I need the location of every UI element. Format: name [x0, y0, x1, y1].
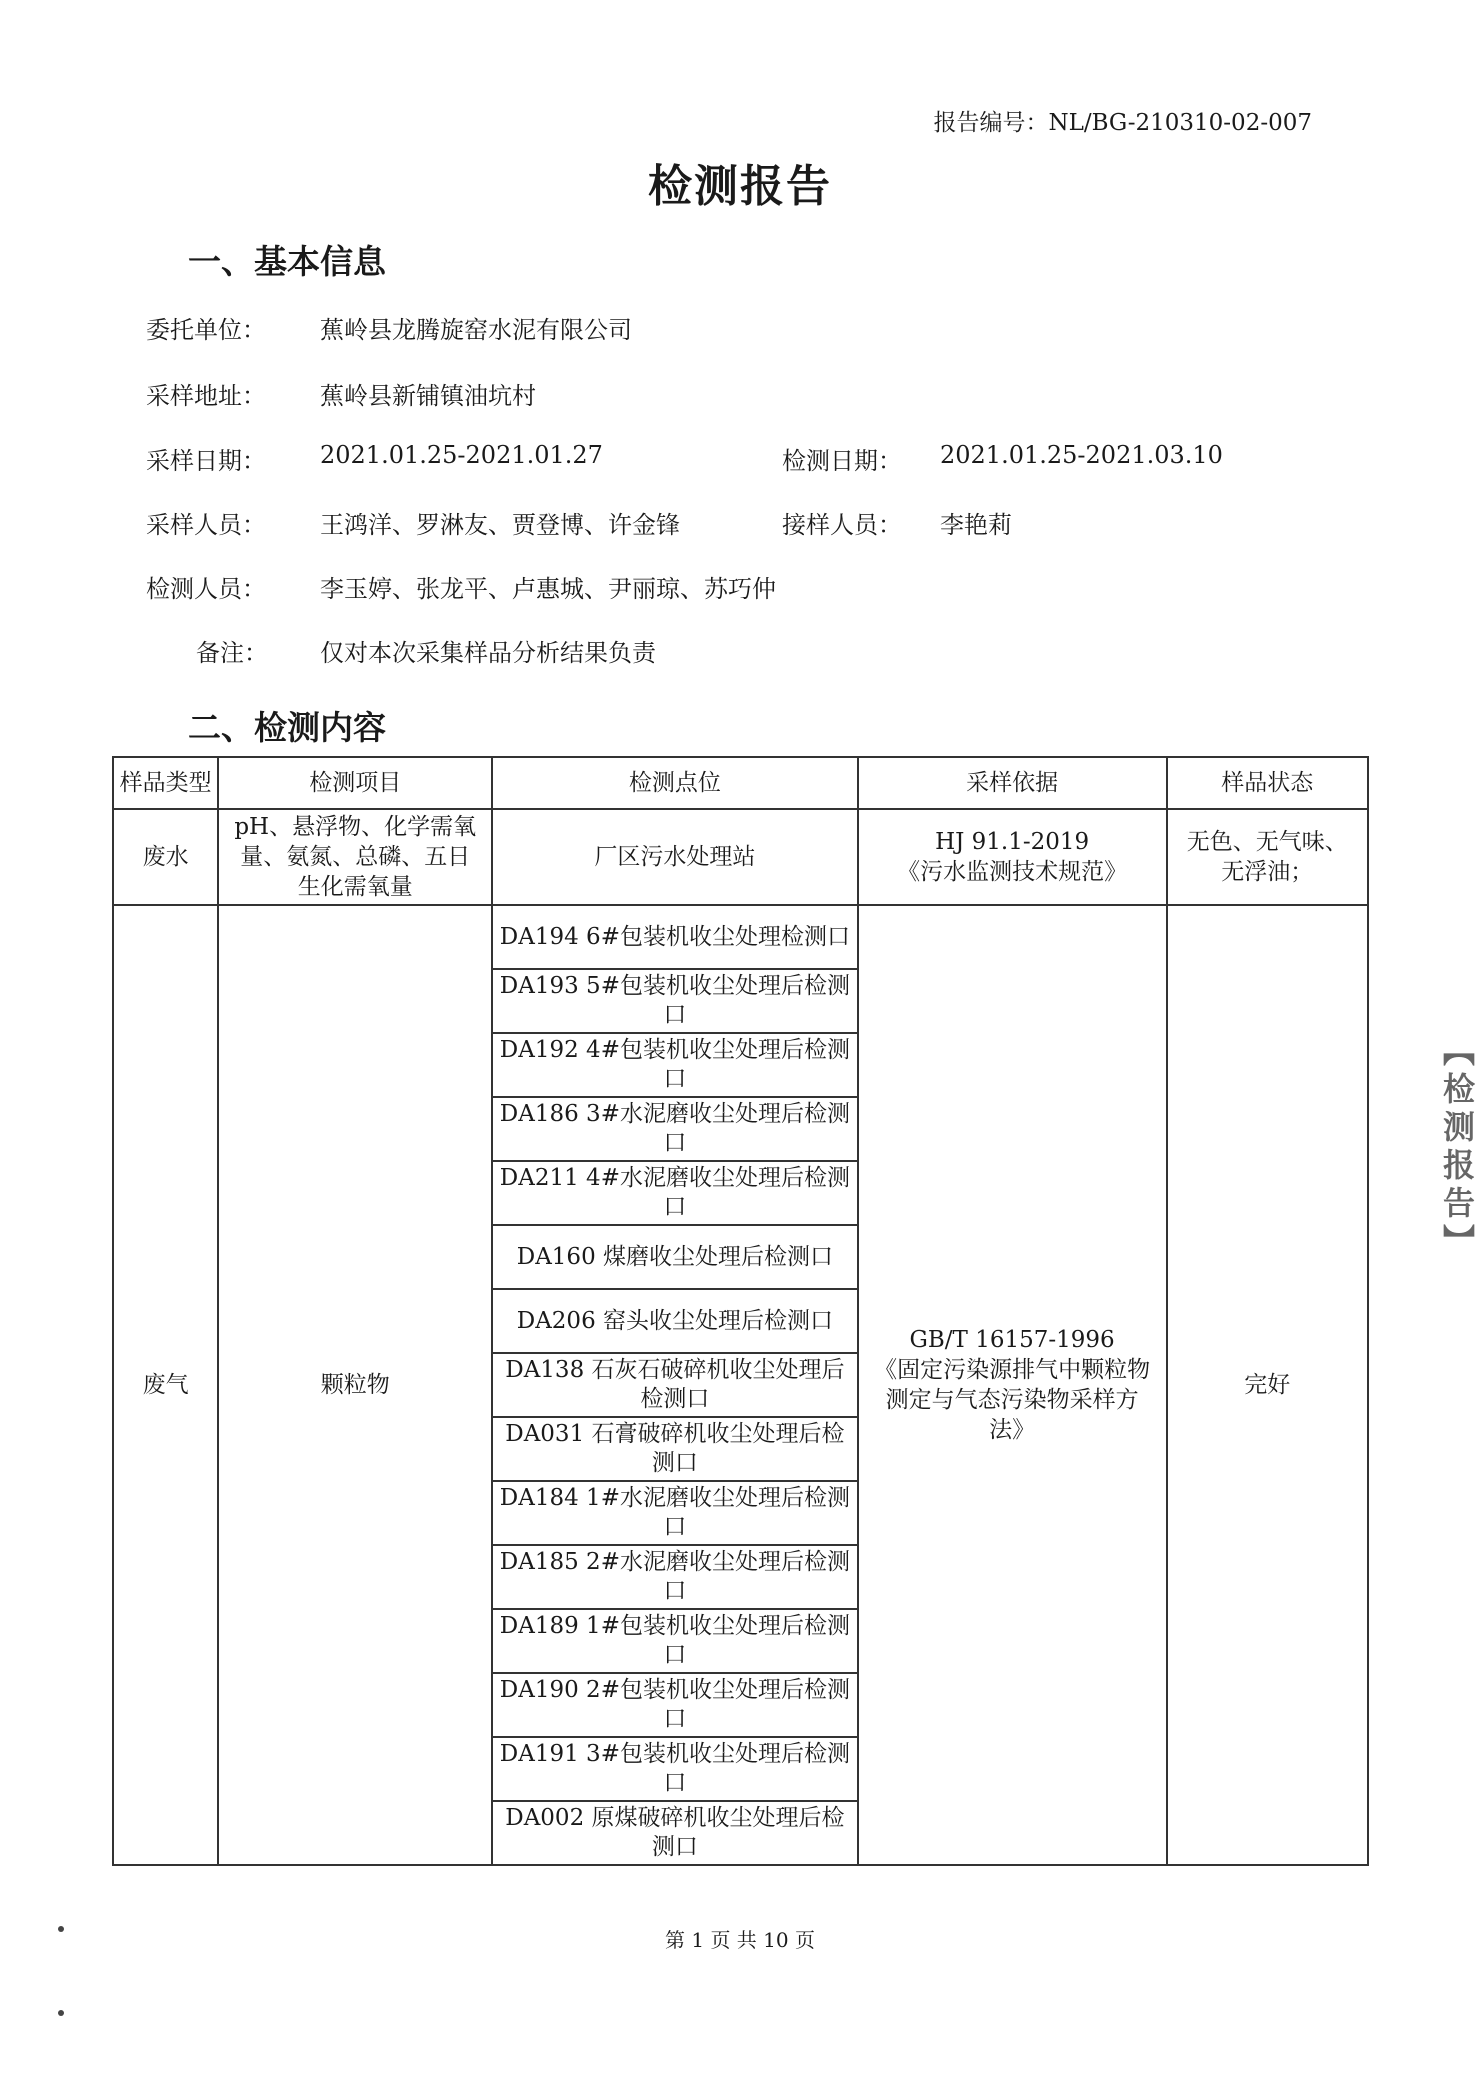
gas-point: DA194 6#包装机收尘处理检测口 — [492, 905, 858, 969]
gas-point: DA190 2#包装机收尘处理后检测口 — [492, 1673, 858, 1737]
gas-point: DA031 石膏破碎机收尘处理后检测口 — [492, 1417, 858, 1481]
gas-basis — [858, 905, 1167, 1865]
report-number: 报告编号：NL/BG-210310-02-007 — [933, 110, 1312, 136]
header-sampling-basis: 采样依据 — [858, 757, 1167, 809]
table-header-row — [113, 757, 1368, 809]
samplers-value: 王鸿洋、罗淋友、贾登博、许金锋 — [320, 511, 680, 539]
header-test-point: 检测点位 — [492, 757, 858, 809]
sampling-date-value: 2021.01.25-2021.01.27 — [320, 441, 603, 469]
remark-label: 备注： — [196, 639, 268, 667]
scan-speck — [58, 1926, 64, 1932]
gas-basis-code: GB/T 16157-1996 — [909, 1327, 1115, 1353]
table-row-waste-gas — [113, 905, 1368, 969]
gas-basis-name: 《固定污染源排气中颗粒物测定与气态污染物采样方法》 — [874, 1357, 1151, 1443]
page-title: 检测报告 — [648, 161, 832, 212]
test-date-value: 2021.01.25-2021.03.10 — [940, 441, 1223, 469]
gas-point: DA193 5#包装机收尘处理后检测口 — [492, 969, 858, 1033]
header-sample-type: 样品类型 — [113, 757, 218, 809]
test-date-label: 检测日期： — [782, 447, 902, 475]
table-row-wastewater — [113, 809, 1368, 905]
water-type: 废水 — [113, 809, 218, 905]
water-point: 厂区污水处理站 — [492, 809, 858, 905]
gas-point: DA184 1#水泥磨收尘处理后检测口 — [492, 1481, 858, 1545]
gas-state: 完好 — [1167, 905, 1368, 1865]
seal-stamp: 【检测报告】 — [1438, 1034, 1476, 1262]
header-test-items: 检测项目 — [218, 757, 492, 809]
remark-value: 仅对本次采集样品分析结果负责 — [320, 639, 656, 667]
section-basic-info-heading: 一、基本信息 — [188, 242, 386, 281]
gas-point: DA206 窑头收尘处理后检测口 — [492, 1289, 858, 1353]
gas-point: DA160 煤磨收尘处理后检测口 — [492, 1225, 858, 1289]
gas-point: DA192 4#包装机收尘处理后检测口 — [492, 1033, 858, 1097]
scan-speck — [58, 2010, 64, 2016]
testers-value: 李玉婷、张龙平、卢惠城、尹丽琼、苏巧仲 — [320, 575, 776, 603]
gas-point: DA002 原煤破碎机收尘处理后检测口 — [492, 1801, 858, 1865]
gas-point: DA191 3#包装机收尘处理后检测口 — [492, 1737, 858, 1801]
page-footer: 第 1 页 共 10 页 — [665, 1928, 815, 1952]
gas-type: 废气 — [113, 905, 218, 1865]
gas-point: DA189 1#包装机收尘处理后检测口 — [492, 1609, 858, 1673]
address-value: 蕉岭县新铺镇油坑村 — [320, 382, 536, 410]
water-basis-name: 《污水监测技术规范》 — [897, 859, 1128, 885]
receiver-label: 接样人员： — [782, 511, 902, 539]
samplers-label: 采样人员： — [146, 511, 266, 539]
client-value: 蕉岭县龙腾旋窑水泥有限公司 — [320, 316, 632, 344]
address-label: 采样地址： — [146, 382, 266, 410]
client-label: 委托单位： — [146, 316, 266, 344]
gas-point: DA211 4#水泥磨收尘处理后检测口 — [492, 1161, 858, 1225]
sampling-date-label: 采样日期： — [146, 447, 266, 475]
gas-point: DA185 2#水泥磨收尘处理后检测口 — [492, 1545, 858, 1609]
gas-items: 颗粒物 — [218, 905, 492, 1865]
testers-label: 检测人员： — [146, 575, 266, 603]
gas-point: DA138 石灰石破碎机收尘处理后检测口 — [492, 1353, 858, 1417]
header-sample-state: 样品状态 — [1167, 757, 1368, 809]
section-test-content-heading: 二、检测内容 — [188, 708, 386, 747]
receiver-value: 李艳莉 — [940, 511, 1012, 539]
water-basis-code: HJ 91.1-2019 — [935, 829, 1090, 855]
water-state: 无色、无气味、无浮油； — [1167, 809, 1368, 905]
gas-point: DA186 3#水泥磨收尘处理后检测口 — [492, 1097, 858, 1161]
water-basis — [858, 809, 1167, 905]
water-items: pH、悬浮物、化学需氧量、氨氮、总磷、五日生化需氧量 — [218, 809, 492, 905]
test-content-table — [112, 756, 1369, 1866]
